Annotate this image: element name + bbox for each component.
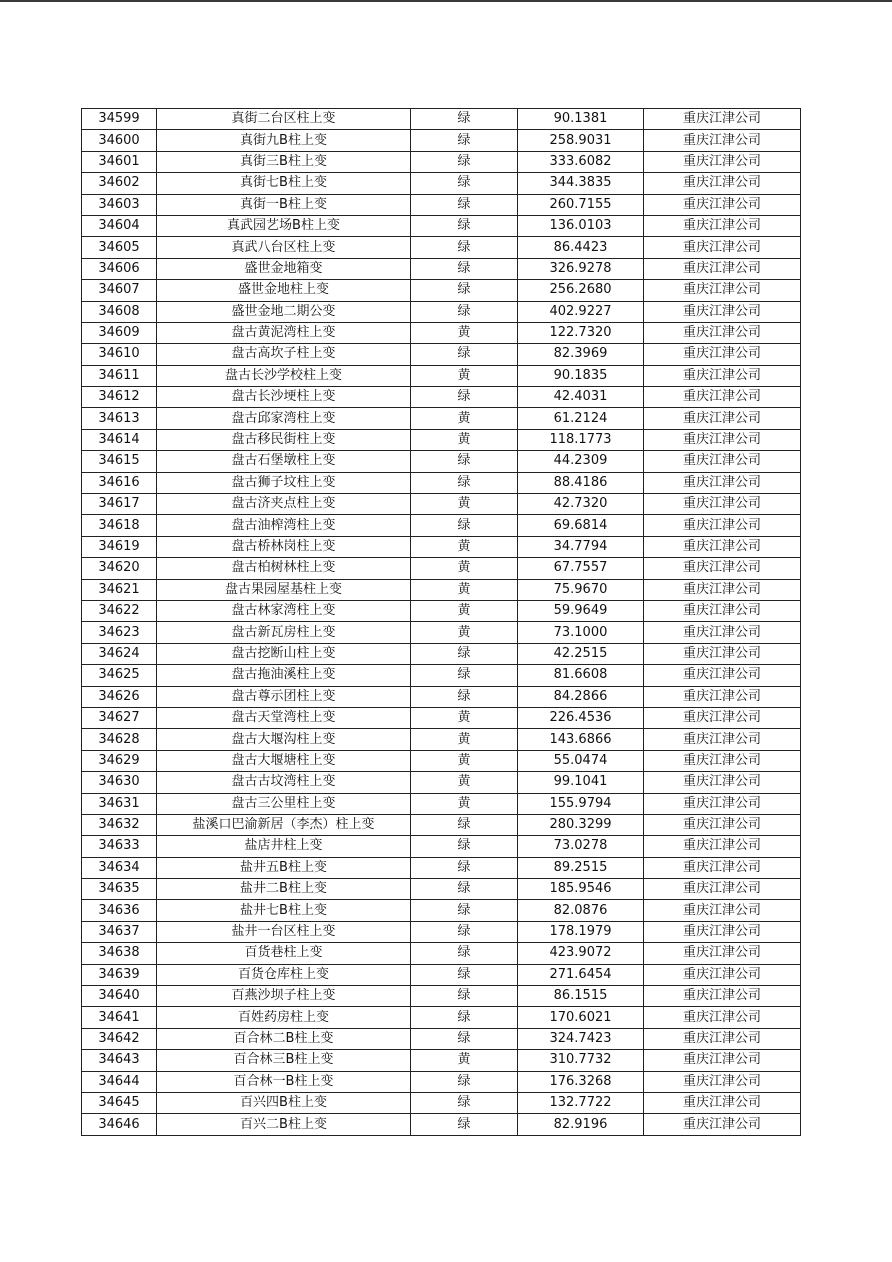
cell-name: 盘古长沙学校柱上变 bbox=[157, 365, 411, 386]
cell-value: 122.7320 bbox=[518, 322, 644, 343]
cell-value: 42.2515 bbox=[518, 643, 644, 664]
table-row bbox=[82, 836, 801, 857]
cell-status: 绿 bbox=[411, 258, 518, 279]
cell-status: 黄 bbox=[411, 408, 518, 429]
cell-status: 黄 bbox=[411, 729, 518, 750]
cell-value: 132.7722 bbox=[518, 1092, 644, 1113]
cell-company: 重庆江津公司 bbox=[644, 729, 801, 750]
cell-name: 盘古古坟湾柱上变 bbox=[157, 772, 411, 793]
cell-id: 34627 bbox=[82, 707, 157, 728]
cell-id: 34625 bbox=[82, 665, 157, 686]
table-row bbox=[82, 686, 801, 707]
cell-status: 绿 bbox=[411, 215, 518, 236]
cell-id: 34599 bbox=[82, 109, 157, 130]
table-row bbox=[82, 622, 801, 643]
cell-name: 盘古大堰塘柱上变 bbox=[157, 750, 411, 771]
cell-status: 绿 bbox=[411, 1028, 518, 1049]
cell-name: 盘古天堂湾柱上变 bbox=[157, 707, 411, 728]
cell-value: 226.4536 bbox=[518, 707, 644, 728]
cell-id: 34604 bbox=[82, 215, 157, 236]
cell-value: 258.9031 bbox=[518, 130, 644, 151]
transformer-table bbox=[81, 108, 801, 1136]
cell-company: 重庆江津公司 bbox=[644, 130, 801, 151]
table-row bbox=[82, 429, 801, 450]
cell-company: 重庆江津公司 bbox=[644, 964, 801, 985]
cell-value: 89.2515 bbox=[518, 857, 644, 878]
cell-status: 黄 bbox=[411, 793, 518, 814]
cell-value: 136.0103 bbox=[518, 215, 644, 236]
cell-status: 黄 bbox=[411, 707, 518, 728]
cell-id: 34638 bbox=[82, 943, 157, 964]
cell-company: 重庆江津公司 bbox=[644, 408, 801, 429]
cell-name: 盘古三公里柱上变 bbox=[157, 793, 411, 814]
cell-name: 盘古黄泥湾柱上变 bbox=[157, 322, 411, 343]
table-row bbox=[82, 900, 801, 921]
cell-id: 34631 bbox=[82, 793, 157, 814]
cell-status: 绿 bbox=[411, 1092, 518, 1113]
table-row bbox=[82, 558, 801, 579]
cell-value: 61.2124 bbox=[518, 408, 644, 429]
cell-value: 280.3299 bbox=[518, 814, 644, 835]
cell-id: 34645 bbox=[82, 1092, 157, 1113]
table-row bbox=[82, 1050, 801, 1071]
cell-company: 重庆江津公司 bbox=[644, 686, 801, 707]
table-row bbox=[82, 793, 801, 814]
cell-status: 绿 bbox=[411, 1114, 518, 1135]
table-row bbox=[82, 750, 801, 771]
cell-id: 34639 bbox=[82, 964, 157, 985]
cell-company: 重庆江津公司 bbox=[644, 1071, 801, 1092]
cell-id: 34611 bbox=[82, 365, 157, 386]
cell-company: 重庆江津公司 bbox=[644, 943, 801, 964]
page-top-rule bbox=[0, 0, 892, 2]
cell-status: 绿 bbox=[411, 900, 518, 921]
cell-company: 重庆江津公司 bbox=[644, 215, 801, 236]
table-row bbox=[82, 600, 801, 621]
cell-value: 42.7320 bbox=[518, 494, 644, 515]
cell-id: 34636 bbox=[82, 900, 157, 921]
table-row bbox=[82, 301, 801, 322]
cell-company: 重庆江津公司 bbox=[644, 643, 801, 664]
cell-name: 盐店井柱上变 bbox=[157, 836, 411, 857]
cell-company: 重庆江津公司 bbox=[644, 707, 801, 728]
cell-value: 81.6608 bbox=[518, 665, 644, 686]
cell-id: 34637 bbox=[82, 921, 157, 942]
cell-value: 42.4031 bbox=[518, 387, 644, 408]
table-row bbox=[82, 494, 801, 515]
cell-name: 盘古新瓦房柱上变 bbox=[157, 622, 411, 643]
cell-status: 绿 bbox=[411, 857, 518, 878]
cell-value: 55.0474 bbox=[518, 750, 644, 771]
cell-id: 34646 bbox=[82, 1114, 157, 1135]
cell-company: 重庆江津公司 bbox=[644, 536, 801, 557]
cell-id: 34616 bbox=[82, 472, 157, 493]
cell-id: 34614 bbox=[82, 429, 157, 450]
cell-name: 盐井五B柱上变 bbox=[157, 857, 411, 878]
cell-value: 59.9649 bbox=[518, 600, 644, 621]
table-row bbox=[82, 451, 801, 472]
cell-value: 86.4423 bbox=[518, 237, 644, 258]
cell-company: 重庆江津公司 bbox=[644, 750, 801, 771]
table-row bbox=[82, 536, 801, 557]
cell-id: 34619 bbox=[82, 536, 157, 557]
cell-company: 重庆江津公司 bbox=[644, 429, 801, 450]
cell-id: 34643 bbox=[82, 1050, 157, 1071]
table-row bbox=[82, 472, 801, 493]
cell-status: 黄 bbox=[411, 1050, 518, 1071]
cell-status: 黄 bbox=[411, 429, 518, 450]
cell-name: 百燕沙坝子柱上变 bbox=[157, 986, 411, 1007]
table-body bbox=[82, 109, 801, 1136]
cell-value: 84.2866 bbox=[518, 686, 644, 707]
cell-id: 34617 bbox=[82, 494, 157, 515]
cell-value: 73.1000 bbox=[518, 622, 644, 643]
cell-company: 重庆江津公司 bbox=[644, 451, 801, 472]
cell-value: 170.6021 bbox=[518, 1007, 644, 1028]
cell-name: 百货仓库柱上变 bbox=[157, 964, 411, 985]
cell-status: 绿 bbox=[411, 387, 518, 408]
cell-value: 344.3835 bbox=[518, 173, 644, 194]
cell-company: 重庆江津公司 bbox=[644, 921, 801, 942]
cell-value: 324.7423 bbox=[518, 1028, 644, 1049]
cell-id: 34641 bbox=[82, 1007, 157, 1028]
cell-name: 盘古狮子坟柱上变 bbox=[157, 472, 411, 493]
cell-value: 178.1979 bbox=[518, 921, 644, 942]
cell-status: 黄 bbox=[411, 579, 518, 600]
cell-name: 盘古济夹点柱上变 bbox=[157, 494, 411, 515]
cell-id: 34623 bbox=[82, 622, 157, 643]
table-row bbox=[82, 322, 801, 343]
cell-status: 黄 bbox=[411, 600, 518, 621]
cell-id: 34624 bbox=[82, 643, 157, 664]
cell-status: 黄 bbox=[411, 772, 518, 793]
cell-id: 34606 bbox=[82, 258, 157, 279]
cell-name: 真街一B柱上变 bbox=[157, 194, 411, 215]
cell-status: 绿 bbox=[411, 194, 518, 215]
cell-value: 402.9227 bbox=[518, 301, 644, 322]
cell-name: 盛世金地箱变 bbox=[157, 258, 411, 279]
cell-name: 百合林三B柱上变 bbox=[157, 1050, 411, 1071]
cell-value: 310.7732 bbox=[518, 1050, 644, 1071]
cell-value: 271.6454 bbox=[518, 964, 644, 985]
cell-name: 真街七B柱上变 bbox=[157, 173, 411, 194]
cell-value: 260.7155 bbox=[518, 194, 644, 215]
cell-name: 盘古桥林岗柱上变 bbox=[157, 536, 411, 557]
table-row bbox=[82, 280, 801, 301]
cell-value: 86.1515 bbox=[518, 986, 644, 1007]
cell-value: 82.3969 bbox=[518, 344, 644, 365]
cell-value: 118.1773 bbox=[518, 429, 644, 450]
cell-id: 34642 bbox=[82, 1028, 157, 1049]
cell-status: 绿 bbox=[411, 237, 518, 258]
cell-id: 34618 bbox=[82, 515, 157, 536]
cell-value: 90.1835 bbox=[518, 365, 644, 386]
cell-company: 重庆江津公司 bbox=[644, 301, 801, 322]
cell-company: 重庆江津公司 bbox=[644, 1007, 801, 1028]
cell-id: 34626 bbox=[82, 686, 157, 707]
cell-status: 绿 bbox=[411, 151, 518, 172]
cell-company: 重庆江津公司 bbox=[644, 558, 801, 579]
cell-status: 黄 bbox=[411, 494, 518, 515]
table-row bbox=[82, 344, 801, 365]
cell-id: 34633 bbox=[82, 836, 157, 857]
table-row bbox=[82, 579, 801, 600]
table-row bbox=[82, 130, 801, 151]
cell-value: 423.9072 bbox=[518, 943, 644, 964]
cell-name: 百合林一B柱上变 bbox=[157, 1071, 411, 1092]
cell-value: 155.9794 bbox=[518, 793, 644, 814]
cell-company: 重庆江津公司 bbox=[644, 857, 801, 878]
cell-company: 重庆江津公司 bbox=[644, 600, 801, 621]
table-row bbox=[82, 879, 801, 900]
cell-id: 34603 bbox=[82, 194, 157, 215]
cell-status: 黄 bbox=[411, 622, 518, 643]
table-row bbox=[82, 665, 801, 686]
cell-name: 盐井七B柱上变 bbox=[157, 900, 411, 921]
table-row bbox=[82, 365, 801, 386]
cell-company: 重庆江津公司 bbox=[644, 1050, 801, 1071]
table-row bbox=[82, 857, 801, 878]
table-row bbox=[82, 814, 801, 835]
cell-status: 黄 bbox=[411, 365, 518, 386]
cell-status: 绿 bbox=[411, 280, 518, 301]
cell-id: 34602 bbox=[82, 173, 157, 194]
table-row bbox=[82, 1114, 801, 1135]
cell-name: 真武园艺场B柱上变 bbox=[157, 215, 411, 236]
cell-status: 绿 bbox=[411, 665, 518, 686]
cell-id: 34632 bbox=[82, 814, 157, 835]
cell-id: 34613 bbox=[82, 408, 157, 429]
cell-id: 34605 bbox=[82, 237, 157, 258]
cell-company: 重庆江津公司 bbox=[644, 151, 801, 172]
cell-value: 185.9546 bbox=[518, 879, 644, 900]
cell-value: 67.7557 bbox=[518, 558, 644, 579]
cell-name: 真街九B柱上变 bbox=[157, 130, 411, 151]
cell-status: 绿 bbox=[411, 451, 518, 472]
cell-name: 盛世金地二期公变 bbox=[157, 301, 411, 322]
cell-name: 盘古果园屋基柱上变 bbox=[157, 579, 411, 600]
cell-name: 百合林二B柱上变 bbox=[157, 1028, 411, 1049]
cell-value: 90.1381 bbox=[518, 109, 644, 130]
cell-status: 绿 bbox=[411, 814, 518, 835]
cell-status: 黄 bbox=[411, 750, 518, 771]
table-row bbox=[82, 986, 801, 1007]
cell-name: 百姓药房柱上变 bbox=[157, 1007, 411, 1028]
cell-value: 82.0876 bbox=[518, 900, 644, 921]
cell-name: 盘古柏树林柱上变 bbox=[157, 558, 411, 579]
cell-id: 34629 bbox=[82, 750, 157, 771]
cell-value: 99.1041 bbox=[518, 772, 644, 793]
table-row bbox=[82, 1007, 801, 1028]
cell-id: 34630 bbox=[82, 772, 157, 793]
cell-name: 百货巷柱上变 bbox=[157, 943, 411, 964]
cell-company: 重庆江津公司 bbox=[644, 387, 801, 408]
table-row bbox=[82, 151, 801, 172]
cell-id: 34610 bbox=[82, 344, 157, 365]
cell-name: 盘古林家湾柱上变 bbox=[157, 600, 411, 621]
table-row bbox=[82, 258, 801, 279]
table-row bbox=[82, 1071, 801, 1092]
cell-status: 绿 bbox=[411, 686, 518, 707]
cell-status: 黄 bbox=[411, 536, 518, 557]
cell-name: 盐溪口巴渝新居（李杰）柱上变 bbox=[157, 814, 411, 835]
cell-value: 44.2309 bbox=[518, 451, 644, 472]
cell-company: 重庆江津公司 bbox=[644, 1028, 801, 1049]
cell-value: 73.0278 bbox=[518, 836, 644, 857]
cell-value: 176.3268 bbox=[518, 1071, 644, 1092]
table-row bbox=[82, 729, 801, 750]
cell-status: 黄 bbox=[411, 322, 518, 343]
cell-company: 重庆江津公司 bbox=[644, 1114, 801, 1135]
cell-company: 重庆江津公司 bbox=[644, 280, 801, 301]
cell-status: 绿 bbox=[411, 515, 518, 536]
cell-id: 34607 bbox=[82, 280, 157, 301]
cell-id: 34620 bbox=[82, 558, 157, 579]
cell-company: 重庆江津公司 bbox=[644, 109, 801, 130]
cell-name: 百兴四B柱上变 bbox=[157, 1092, 411, 1113]
table-row bbox=[82, 707, 801, 728]
cell-value: 333.6082 bbox=[518, 151, 644, 172]
cell-name: 盘古石堡墩柱上变 bbox=[157, 451, 411, 472]
table-row bbox=[82, 1092, 801, 1113]
table-row bbox=[82, 943, 801, 964]
cell-name: 盘古拖油溪柱上变 bbox=[157, 665, 411, 686]
table-row bbox=[82, 215, 801, 236]
cell-company: 重庆江津公司 bbox=[644, 1092, 801, 1113]
cell-name: 真街三B柱上变 bbox=[157, 151, 411, 172]
cell-name: 盘古长沙埂柱上变 bbox=[157, 387, 411, 408]
cell-name: 盘古邱家湾柱上变 bbox=[157, 408, 411, 429]
cell-name: 盛世金地柱上变 bbox=[157, 280, 411, 301]
cell-company: 重庆江津公司 bbox=[644, 879, 801, 900]
table-row bbox=[82, 515, 801, 536]
cell-id: 34628 bbox=[82, 729, 157, 750]
table-row bbox=[82, 237, 801, 258]
cell-id: 34621 bbox=[82, 579, 157, 600]
cell-company: 重庆江津公司 bbox=[644, 322, 801, 343]
cell-id: 34644 bbox=[82, 1071, 157, 1092]
cell-id: 34634 bbox=[82, 857, 157, 878]
cell-company: 重庆江津公司 bbox=[644, 365, 801, 386]
cell-name: 盘古挖断山柱上变 bbox=[157, 643, 411, 664]
cell-company: 重庆江津公司 bbox=[644, 344, 801, 365]
table-row bbox=[82, 921, 801, 942]
cell-company: 重庆江津公司 bbox=[644, 622, 801, 643]
cell-name: 盘古高坎子柱上变 bbox=[157, 344, 411, 365]
cell-status: 绿 bbox=[411, 879, 518, 900]
cell-company: 重庆江津公司 bbox=[644, 194, 801, 215]
cell-id: 34612 bbox=[82, 387, 157, 408]
cell-value: 82.9196 bbox=[518, 1114, 644, 1135]
table-row bbox=[82, 964, 801, 985]
cell-value: 75.9670 bbox=[518, 579, 644, 600]
cell-value: 256.2680 bbox=[518, 280, 644, 301]
cell-name: 盘古油榨湾柱上变 bbox=[157, 515, 411, 536]
cell-name: 盘古大堰沟柱上变 bbox=[157, 729, 411, 750]
cell-id: 34601 bbox=[82, 151, 157, 172]
cell-company: 重庆江津公司 bbox=[644, 793, 801, 814]
table-row bbox=[82, 194, 801, 215]
cell-company: 重庆江津公司 bbox=[644, 237, 801, 258]
cell-status: 绿 bbox=[411, 1007, 518, 1028]
cell-status: 绿 bbox=[411, 1071, 518, 1092]
table-row bbox=[82, 643, 801, 664]
cell-company: 重庆江津公司 bbox=[644, 900, 801, 921]
cell-name: 盐井一台区柱上变 bbox=[157, 921, 411, 942]
cell-company: 重庆江津公司 bbox=[644, 515, 801, 536]
cell-status: 绿 bbox=[411, 344, 518, 365]
table-row bbox=[82, 109, 801, 130]
cell-company: 重庆江津公司 bbox=[644, 772, 801, 793]
cell-status: 绿 bbox=[411, 643, 518, 664]
cell-company: 重庆江津公司 bbox=[644, 836, 801, 857]
table-row bbox=[82, 387, 801, 408]
cell-status: 绿 bbox=[411, 472, 518, 493]
cell-status: 绿 bbox=[411, 173, 518, 194]
cell-status: 绿 bbox=[411, 130, 518, 151]
cell-status: 绿 bbox=[411, 109, 518, 130]
cell-name: 百兴二B柱上变 bbox=[157, 1114, 411, 1135]
cell-status: 绿 bbox=[411, 836, 518, 857]
cell-id: 34615 bbox=[82, 451, 157, 472]
table-row bbox=[82, 1028, 801, 1049]
cell-id: 34640 bbox=[82, 986, 157, 1007]
cell-company: 重庆江津公司 bbox=[644, 665, 801, 686]
cell-status: 绿 bbox=[411, 943, 518, 964]
cell-id: 34600 bbox=[82, 130, 157, 151]
cell-status: 绿 bbox=[411, 301, 518, 322]
cell-name: 盘古尊示团柱上变 bbox=[157, 686, 411, 707]
cell-name: 盘古移民街柱上变 bbox=[157, 429, 411, 450]
cell-company: 重庆江津公司 bbox=[644, 472, 801, 493]
cell-name: 盐井二B柱上变 bbox=[157, 879, 411, 900]
cell-id: 34635 bbox=[82, 879, 157, 900]
cell-company: 重庆江津公司 bbox=[644, 579, 801, 600]
cell-value: 69.6814 bbox=[518, 515, 644, 536]
table-row bbox=[82, 173, 801, 194]
cell-id: 34622 bbox=[82, 600, 157, 621]
cell-value: 34.7794 bbox=[518, 536, 644, 557]
cell-status: 黄 bbox=[411, 558, 518, 579]
table-row bbox=[82, 772, 801, 793]
cell-value: 143.6866 bbox=[518, 729, 644, 750]
cell-status: 绿 bbox=[411, 964, 518, 985]
cell-name: 真街二台区柱上变 bbox=[157, 109, 411, 130]
cell-company: 重庆江津公司 bbox=[644, 173, 801, 194]
cell-company: 重庆江津公司 bbox=[644, 814, 801, 835]
cell-id: 34608 bbox=[82, 301, 157, 322]
cell-company: 重庆江津公司 bbox=[644, 494, 801, 515]
table-row bbox=[82, 408, 801, 429]
cell-status: 绿 bbox=[411, 921, 518, 942]
cell-id: 34609 bbox=[82, 322, 157, 343]
cell-status: 绿 bbox=[411, 986, 518, 1007]
cell-value: 88.4186 bbox=[518, 472, 644, 493]
cell-value: 326.9278 bbox=[518, 258, 644, 279]
cell-company: 重庆江津公司 bbox=[644, 986, 801, 1007]
cell-company: 重庆江津公司 bbox=[644, 258, 801, 279]
cell-name: 真武八台区柱上变 bbox=[157, 237, 411, 258]
